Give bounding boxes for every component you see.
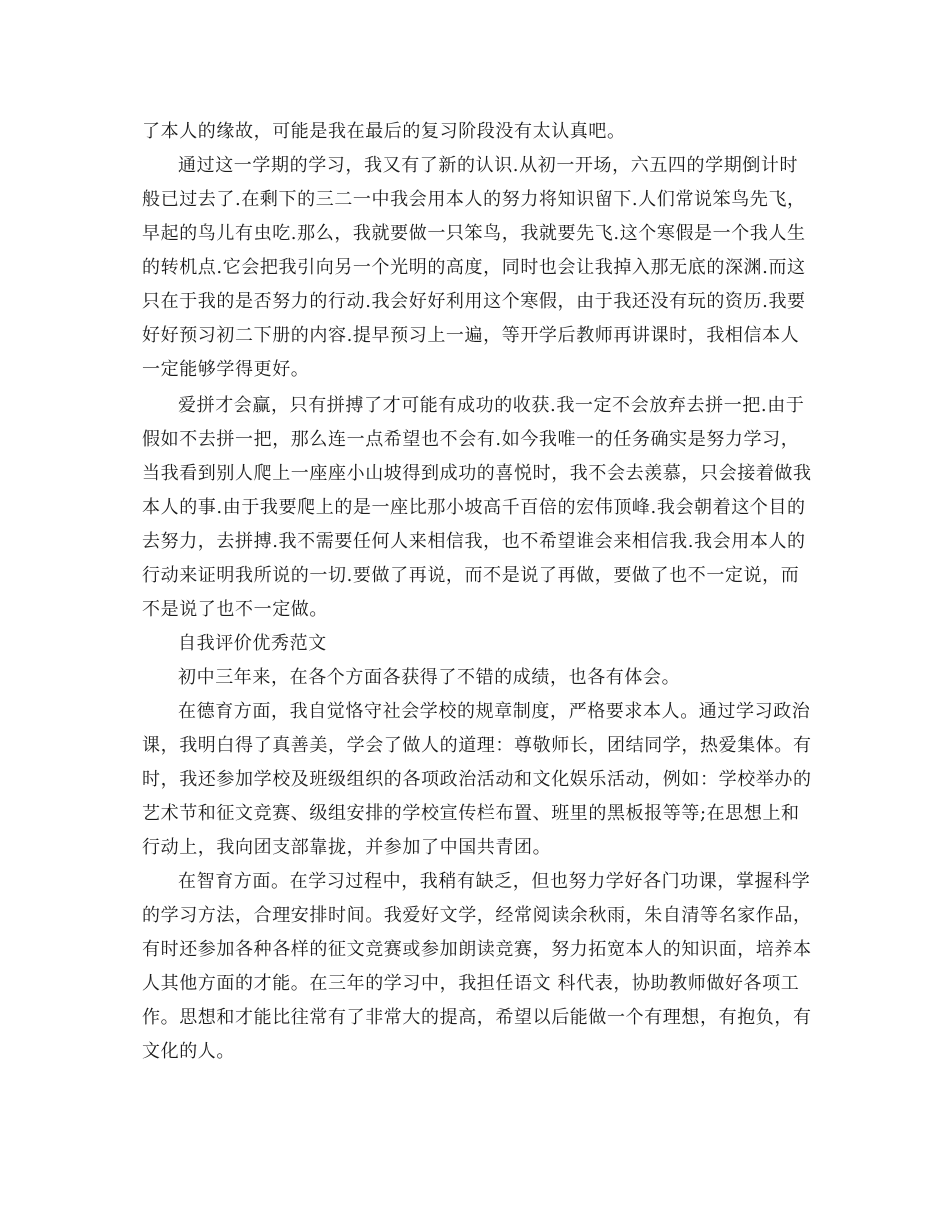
text-line: 早起的鸟儿有虫吃.那么，我就要做一只笨鸟，我就要先飞.这个寒假是一个我人生 bbox=[142, 223, 806, 244]
text-line: 行动来证明我所说的一切.要做了再说，而不是说了再做，要做了也不一定说，而 bbox=[142, 565, 800, 586]
paragraph-start-line: 在智育方面。在学习过程中，我稍有缺乏，但也努力学好各门功课，掌握科学 bbox=[178, 871, 811, 892]
text-line: 人其他方面的才能。在三年的学习中，我担任语文 科代表，协助教师做好各项工 bbox=[142, 973, 800, 994]
text-line: 的转机点.它会把我引向另一个光明的高度，同时也会让我掉入那无底的深渊.而这 bbox=[142, 257, 806, 278]
paragraph-start-line: 通过这一学期的学习，我又有了新的认识.从初一开场，六五四的学期倒计时 bbox=[178, 155, 799, 176]
text-line: 作。思想和才能比往常有了非常大的提高，希望以后能做一个有理想，有抱负，有 bbox=[142, 1007, 812, 1028]
text-line: 课，我明白得了真善美，学会了做人的道理：尊敬师长，团结同学，热爱集体。有 bbox=[142, 735, 812, 756]
text-line: 本人的事.由于我要爬上的是一座比那小坡高千百倍的宏伟顶峰.我会朝着这个目的 bbox=[142, 497, 806, 518]
text-line: 了本人的缘故，可能是我在最后的复习阶段没有太认真吧。 bbox=[142, 121, 626, 142]
text-line: 行动上，我向团支部靠拢，并参加了中国共青团。 bbox=[142, 837, 552, 858]
text-line: 般已过去了.在剩下的三二一中我会用本人的努力将知识留下.人们常说笨鸟先飞， bbox=[142, 189, 806, 210]
text-line: 只在于我的是否努力的行动.我会好好利用这个寒假，由于我还没有玩的资历.我要 bbox=[142, 291, 806, 312]
text-line: 一定能够学得更好。 bbox=[142, 359, 310, 380]
section-heading: 自我评价优秀范文 bbox=[178, 633, 327, 654]
text-line: 时，我还参加学校及班级组织的各项政治活动和文化娱乐活动，例如：学校举办的 bbox=[142, 769, 812, 790]
paragraph-start-line: 初中三年来，在各个方面各获得了不错的成绩，也各有体会。 bbox=[178, 667, 681, 688]
text-line: 文化的人。 bbox=[142, 1041, 235, 1062]
paragraph-start-line: 在德育方面，我自觉恪守社会学校的规章制度，严格要求本人。通过学习政治 bbox=[178, 701, 811, 722]
text-line: 当我看到别人爬上一座座小山坡得到成功的喜悦时，我不会去羡慕，只会接着做我 bbox=[142, 463, 812, 484]
text-line: 有时还参加各种各样的征文竞赛或参加朗读竞赛，努力拓宽本人的知识面，培养本 bbox=[142, 939, 812, 960]
paragraph-start-line: 爱拼才会赢，只有拼搏了才可能有成功的收获.我一定不会放弃去拼一把.由于 bbox=[178, 395, 805, 416]
text-line: 好好预习初二下册的内容.提早预习上一遍，等开学后教师再讲课时，我相信本人 bbox=[142, 325, 800, 346]
text-line: 去努力，去拼搏.我不需要任何人来相信我，也不希望谁会来相信我.我会用本人的 bbox=[142, 531, 806, 552]
text-line: 的学习方法，合理安排时间。我爱好文学，经常阅读余秋雨，朱自清等名家作品， bbox=[142, 905, 812, 926]
text-line: 不是说了也不一定做。 bbox=[142, 599, 328, 620]
text-line: 假如不去拼一把，那么连一点希望也不会有.如今我唯一的任务确实是努力学习， bbox=[142, 429, 800, 450]
text-line: 艺术节和征文竞赛、级组安排的学校宣传栏布置、班里的黑板报等等;在思想上和 bbox=[142, 803, 800, 824]
